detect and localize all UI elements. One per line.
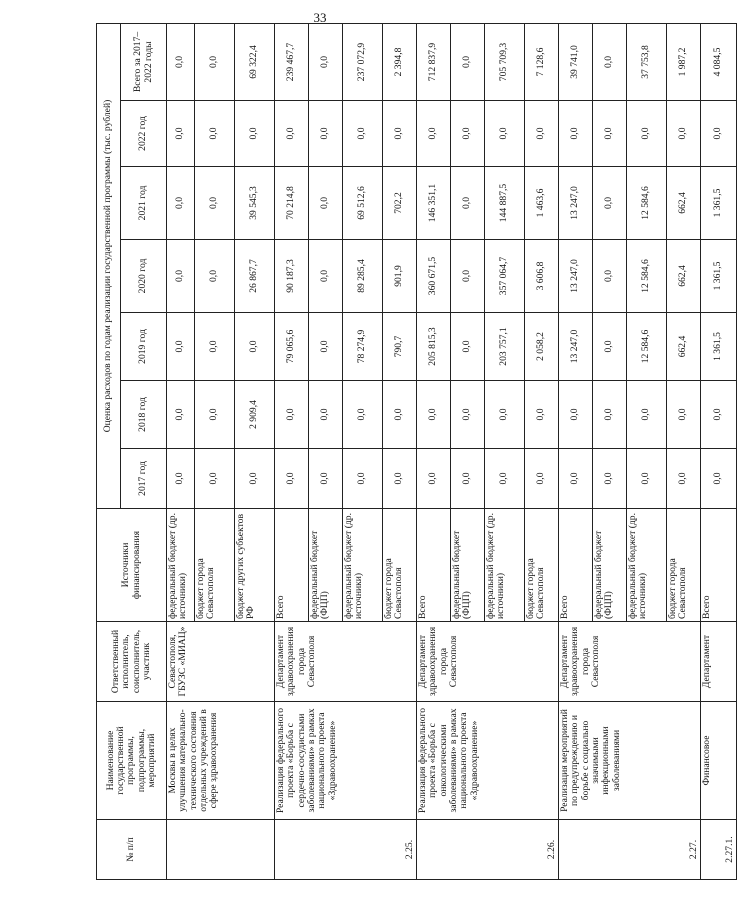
value-cell: 0,0 <box>593 381 627 449</box>
value-cell: 90 187,3 <box>275 240 309 313</box>
table-row <box>701 23 737 879</box>
value-cell: 0,0 <box>451 101 485 167</box>
header-total: Всего за 2017–2022 годы <box>121 23 167 100</box>
value-cell: 0,0 <box>627 101 667 167</box>
total-cell: 712 837,9 <box>417 23 451 100</box>
header-year: 2021 год <box>121 167 167 240</box>
item-name: Финансовое <box>701 702 737 820</box>
source-cell: федеральный бюджет (др. источники) <box>627 509 667 622</box>
value-cell: 0,0 <box>275 101 309 167</box>
page-number: 33 <box>313 10 327 25</box>
value-cell: 0,0 <box>195 240 235 313</box>
row-number: 2.26. <box>417 820 559 880</box>
source-cell: бюджет города Севастополя <box>525 509 559 622</box>
table-row <box>417 23 451 879</box>
total-cell: 7 128,6 <box>525 23 559 100</box>
header-no: № п/п <box>97 820 167 880</box>
header-source: Источники финансирования <box>97 509 167 622</box>
source-cell: бюджет города Севастополя <box>383 509 417 622</box>
value-cell: 0,0 <box>701 101 737 167</box>
source-cell: бюджет других субъектов РФ <box>235 509 275 622</box>
total-cell: 237 072,9 <box>343 23 383 100</box>
value-cell: 13 247,0 <box>559 167 593 240</box>
value-cell: 0,0 <box>593 167 627 240</box>
item-name: Реализация федерального проекта «Борьба с онкологическими заболеваниями» в рамках национального проекта «Здравоохранение» <box>417 702 559 820</box>
value-cell: 0,0 <box>309 101 343 167</box>
value-cell: 13 247,0 <box>559 313 593 381</box>
item-name: Москвы в целях улучшения материально-технического состояния отдельных учреждений в сфере здравоохранения <box>167 702 275 820</box>
item-name: Реализация федерального проекта «Борьба с сердечно-сосудистыми заболеваниями» в рамках национального проекта «Здравоохранение» <box>275 702 417 820</box>
value-cell: 0,0 <box>559 381 593 449</box>
header-year: 2018 год <box>121 381 167 449</box>
value-cell: 0,0 <box>451 381 485 449</box>
row-number: 2.25. <box>275 820 417 880</box>
value-cell: 79 065,6 <box>275 313 309 381</box>
value-cell: 0,0 <box>417 381 451 449</box>
row-number: 2.27.1. <box>701 820 737 880</box>
value-cell: 0,0 <box>525 101 559 167</box>
value-cell: 0,0 <box>309 313 343 381</box>
value-cell: 203 757,1 <box>485 313 525 381</box>
value-cell: 0,0 <box>167 101 195 167</box>
header-name: Наименование государственной программы, подпрограммы, мероприятий <box>97 702 167 820</box>
value-cell: 0,0 <box>525 449 559 509</box>
table-row <box>167 23 195 879</box>
value-cell: 662,4 <box>667 240 701 313</box>
table-row <box>275 23 309 879</box>
total-cell: 0,0 <box>593 23 627 100</box>
value-cell: 12 584,6 <box>627 167 667 240</box>
value-cell: 0,0 <box>451 449 485 509</box>
row-number <box>167 820 275 880</box>
value-cell: 0,0 <box>235 449 275 509</box>
value-cell: 0,0 <box>195 449 235 509</box>
value-cell: 0,0 <box>593 240 627 313</box>
value-cell: 0,0 <box>667 449 701 509</box>
header-executor: Ответственный исполнитель, соисполнитель, участник <box>97 622 167 702</box>
value-cell: 2 909,4 <box>235 381 275 449</box>
value-cell: 0,0 <box>195 313 235 381</box>
value-cell: 144 887,5 <box>485 167 525 240</box>
total-cell: 239 467,7 <box>275 23 309 100</box>
value-cell: 12 584,6 <box>627 240 667 313</box>
value-cell: 0,0 <box>559 101 593 167</box>
row-number: 2.27. <box>559 820 701 880</box>
source-cell: Всего <box>701 509 737 622</box>
value-cell: 0,0 <box>167 449 195 509</box>
value-cell: 0,0 <box>383 449 417 509</box>
header-year: 2019 год <box>121 313 167 381</box>
table-row <box>559 23 593 879</box>
value-cell: 0,0 <box>235 101 275 167</box>
value-cell: 0,0 <box>383 381 417 449</box>
value-cell: 0,0 <box>627 381 667 449</box>
header-year: 2022 год <box>121 101 167 167</box>
value-cell: 0,0 <box>195 101 235 167</box>
total-cell: 2 394,8 <box>383 23 417 100</box>
value-cell: 0,0 <box>701 449 737 509</box>
total-cell: 0,0 <box>167 23 195 100</box>
value-cell: 0,0 <box>485 449 525 509</box>
value-cell: 0,0 <box>667 101 701 167</box>
value-cell: 0,0 <box>167 167 195 240</box>
value-cell: 39 545,3 <box>235 167 275 240</box>
source-cell: Всего <box>417 509 451 622</box>
value-cell: 0,0 <box>195 381 235 449</box>
value-cell: 0,0 <box>195 167 235 240</box>
source-cell: федеральный бюджет (ФЦП) <box>309 509 343 622</box>
executor-cell: Департамент здравоохранения города Севастополя <box>417 622 559 702</box>
value-cell: 0,0 <box>275 449 309 509</box>
total-cell: 0,0 <box>451 23 485 100</box>
source-cell: федеральный бюджет (др. источники) <box>343 509 383 622</box>
total-cell: 37 753,8 <box>627 23 667 100</box>
total-cell: 39 741,0 <box>559 23 593 100</box>
value-cell: 0,0 <box>485 381 525 449</box>
executor-cell: Департамент <box>701 622 737 702</box>
value-cell: 1 361,5 <box>701 240 737 313</box>
value-cell: 0,0 <box>309 167 343 240</box>
value-cell: 26 867,7 <box>235 240 275 313</box>
value-cell: 662,4 <box>667 167 701 240</box>
table-body <box>167 23 737 879</box>
value-cell: 70 214,8 <box>275 167 309 240</box>
value-cell: 0,0 <box>167 381 195 449</box>
value-cell: 78 274,9 <box>343 313 383 381</box>
item-name: Реализация мероприятий по предупреждению и борьбе с социально значимыми инфекционными заболеваниями <box>559 702 701 820</box>
value-cell: 13 247,0 <box>559 240 593 313</box>
value-cell: 0,0 <box>559 449 593 509</box>
value-cell: 360 671,5 <box>417 240 451 313</box>
value-cell: 0,0 <box>451 240 485 313</box>
total-cell: 0,0 <box>195 23 235 100</box>
value-cell: 2 058,2 <box>525 313 559 381</box>
source-cell: бюджет города Севастополя <box>195 509 235 622</box>
value-cell: 0,0 <box>593 449 627 509</box>
value-cell: 146 351,1 <box>417 167 451 240</box>
value-cell: 0,0 <box>485 101 525 167</box>
value-cell: 0,0 <box>343 381 383 449</box>
source-cell: федеральный бюджет (др. источники) <box>167 509 195 622</box>
value-cell: 0,0 <box>627 449 667 509</box>
value-cell: 0,0 <box>451 313 485 381</box>
value-cell: 0,0 <box>167 240 195 313</box>
source-cell: федеральный бюджет (ФЦП) <box>593 509 627 622</box>
value-cell: 0,0 <box>309 449 343 509</box>
total-cell: 1 987,2 <box>667 23 701 100</box>
value-cell: 0,0 <box>701 381 737 449</box>
value-cell: 901,9 <box>383 240 417 313</box>
source-cell: федеральный бюджет (др. источники) <box>485 509 525 622</box>
value-cell: 0,0 <box>167 313 195 381</box>
value-cell: 662,4 <box>667 313 701 381</box>
executor-cell: Севастополя, ГБУЗС «МИАЦ» <box>167 622 275 702</box>
header-year: 2017 год <box>121 449 167 509</box>
value-cell: 205 815,3 <box>417 313 451 381</box>
value-cell: 0,0 <box>383 101 417 167</box>
value-cell: 0,0 <box>309 240 343 313</box>
value-cell: 89 285,4 <box>343 240 383 313</box>
executor-cell: Департамент здравоохранения города Севастополя <box>559 622 701 702</box>
value-cell: 0,0 <box>343 449 383 509</box>
value-cell: 69 512,6 <box>343 167 383 240</box>
financing-table <box>96 23 737 880</box>
value-cell: 790,7 <box>383 313 417 381</box>
executor-cell: Департамент здравоохранения города Севастополя <box>275 622 417 702</box>
value-cell: 0,0 <box>309 381 343 449</box>
source-cell: Всего <box>275 509 309 622</box>
value-cell: 0,0 <box>343 101 383 167</box>
header-year: 2020 год <box>121 240 167 313</box>
value-cell: 1 361,5 <box>701 167 737 240</box>
value-cell: 0,0 <box>593 101 627 167</box>
value-cell: 0,0 <box>235 313 275 381</box>
source-cell: Всего <box>559 509 593 622</box>
value-cell: 0,0 <box>667 381 701 449</box>
rotated-table-container <box>96 24 735 880</box>
value-cell: 0,0 <box>275 381 309 449</box>
value-cell: 3 606,8 <box>525 240 559 313</box>
total-cell: 4 084,5 <box>701 23 737 100</box>
value-cell: 702,2 <box>383 167 417 240</box>
value-cell: 357 064,7 <box>485 240 525 313</box>
source-cell: федеральный бюджет (ФЦП) <box>451 509 485 622</box>
value-cell: 12 584,6 <box>627 313 667 381</box>
value-cell: 0,0 <box>593 313 627 381</box>
header-estimate: Оценка расходов по годам реализации государственной программы (тыс. рублей) <box>97 23 121 508</box>
total-cell: 705 709,3 <box>485 23 525 100</box>
total-cell: 0,0 <box>309 23 343 100</box>
value-cell: 1 361,5 <box>701 313 737 381</box>
value-cell: 0,0 <box>417 449 451 509</box>
source-cell: бюджет города Севастополя <box>667 509 701 622</box>
total-cell: 69 322,4 <box>235 23 275 100</box>
value-cell: 0,0 <box>525 381 559 449</box>
value-cell: 1 463,6 <box>525 167 559 240</box>
value-cell: 0,0 <box>451 167 485 240</box>
value-cell: 0,0 <box>417 101 451 167</box>
